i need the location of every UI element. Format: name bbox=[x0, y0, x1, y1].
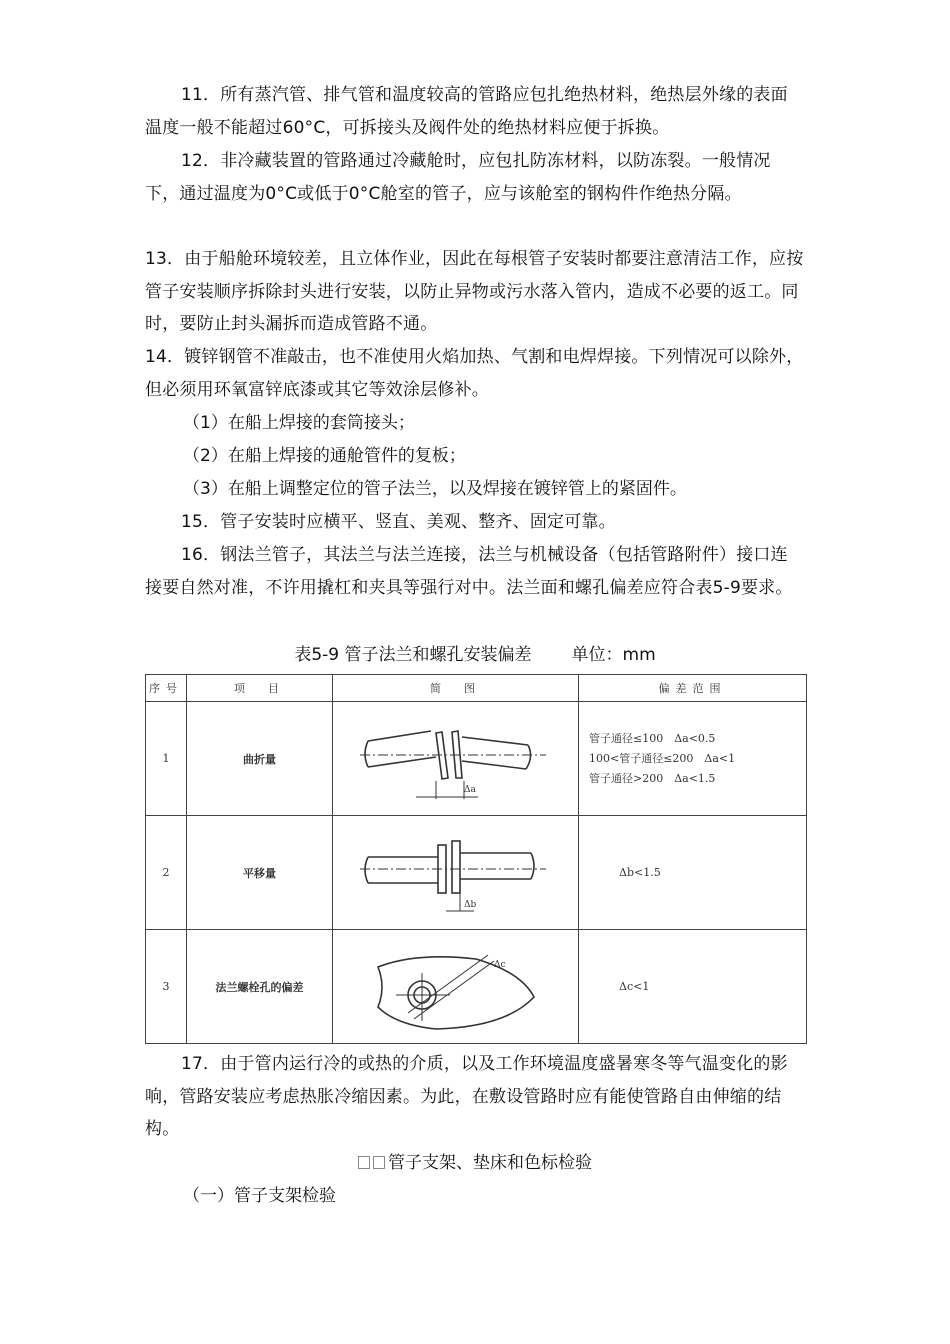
table-row bbox=[146, 930, 807, 1044]
row-2-item: 平移量 bbox=[187, 816, 333, 930]
paragraph-16: 16．钢法兰管子，其法兰与法兰连接，法兰与机械设备（包括管路附件）接口连接要自然对准，不许用撬杠和夹具等强行对中。法兰面和螺孔偏差应符合表5-9要求。 bbox=[145, 545, 793, 598]
paragraph-14-item-3: （3）在船上调整定位的管子法兰，以及焊接在镀锌管上的紧固件。 bbox=[183, 479, 687, 499]
row-3-deviation-line-1: Δc<1 bbox=[619, 979, 650, 993]
header-sketch: 简 图 bbox=[333, 675, 579, 702]
placeholder-glyph-icon bbox=[373, 1156, 385, 1169]
row-1-sketch-label: Δa bbox=[463, 784, 476, 795]
subsection-heading: （一）管子支架检验 bbox=[183, 1186, 336, 1206]
header-item: 项 目 bbox=[187, 675, 333, 702]
row-2-deviation-line-1: Δb<1.5 bbox=[619, 865, 661, 879]
row-2-num: 2 bbox=[146, 816, 187, 930]
header-deviation: 偏差范围 bbox=[579, 675, 807, 702]
table-unit: 单位：mm bbox=[571, 645, 656, 665]
paragraph-17: 17．由于管内运行冷的或热的介质，以及工作环境温度盛暑寒冬等气温变化的影响，管路安装应考虑热胀冷缩因素。为此，在敷设管路时应有能使管路自由伸缩的结构。 bbox=[145, 1054, 788, 1139]
paragraph-12: 12．非冷藏装置的管路通过冷藏舱时，应包扎防冻材料，以防冻裂。一般情况下，通过温度为0°C或低于0°C舱室的管子，应与该舱室的钢构件作绝热分隔。 bbox=[145, 151, 771, 204]
section-heading bbox=[0, 1148, 950, 1178]
row-3-sketch bbox=[333, 930, 579, 1044]
row-2-sketch bbox=[333, 816, 579, 930]
row-1-deviation-line-1: 管子通径≤100 Δa<0.5 bbox=[589, 731, 716, 745]
row-1-deviation-line-3: 管子通径>200 Δa<1.5 bbox=[589, 771, 716, 785]
row-1-item: 曲折量 bbox=[187, 702, 333, 816]
table-row bbox=[146, 816, 807, 930]
paragraph-13: 13．由于船舱环境较差，且立体作业，因此在每根管子安装时都要注意清洁工作，应按管子安装顺序拆除封头进行安装，以防止异物或污水落入管内，造成不必要的返工。同时，要防止封头漏拆而造成管路不通。 bbox=[145, 249, 804, 334]
row-3-sketch-label: Δc bbox=[493, 959, 506, 970]
row-1-num: 1 bbox=[146, 702, 187, 816]
bolt-hole-sketch bbox=[356, 937, 556, 1037]
row-1-deviation-line-2: 100<管子通径≤200 Δa<1 bbox=[589, 751, 736, 765]
row-2-sketch-label: Δb bbox=[463, 899, 476, 910]
row-1-deviation bbox=[579, 702, 807, 816]
section-heading-text: 管子支架、垫床和色标检验 bbox=[388, 1153, 592, 1173]
paragraph-15: 15．管子安装时应横平、竖直、美观、整齐、固定可靠。 bbox=[181, 512, 616, 532]
bent-flange-sketch bbox=[356, 709, 556, 809]
row-1-sketch bbox=[333, 702, 579, 816]
table-title: 表5-9 管子法兰和螺孔安装偏差 bbox=[294, 645, 532, 665]
row-2-deviation bbox=[579, 816, 807, 930]
table-row bbox=[146, 702, 807, 816]
table-header-row bbox=[146, 675, 807, 702]
row-3-deviation bbox=[579, 930, 807, 1044]
paragraph-11: 11．所有蒸汽管、排气管和温度较高的管路应包扎绝热材料，绝热层外缘的表面温度一般不能超过60°C，可拆接头及阀件处的绝热材料应便于拆换。 bbox=[145, 85, 788, 138]
table-caption bbox=[0, 640, 950, 670]
row-3-num: 3 bbox=[146, 930, 187, 1044]
row-3-item: 法兰螺栓孔的偏差 bbox=[187, 930, 333, 1044]
offset-flange-sketch bbox=[356, 823, 556, 923]
placeholder-glyph-icon bbox=[358, 1156, 370, 1169]
paragraph-14: 14．镀锌钢管不准敲击，也不准使用火焰加热、气割和电焊焊接。下列情况可以除外，但必须用环氧富锌底漆或其它等效涂层修补。 bbox=[145, 347, 804, 400]
paragraph-14-item-2: （2）在船上焊接的通舱管件的复板； bbox=[183, 446, 466, 466]
paragraph-14-item-1: （1）在船上焊接的套筒接头； bbox=[183, 413, 415, 433]
header-num: 序号 bbox=[146, 675, 187, 702]
deviation-table bbox=[145, 674, 807, 1044]
